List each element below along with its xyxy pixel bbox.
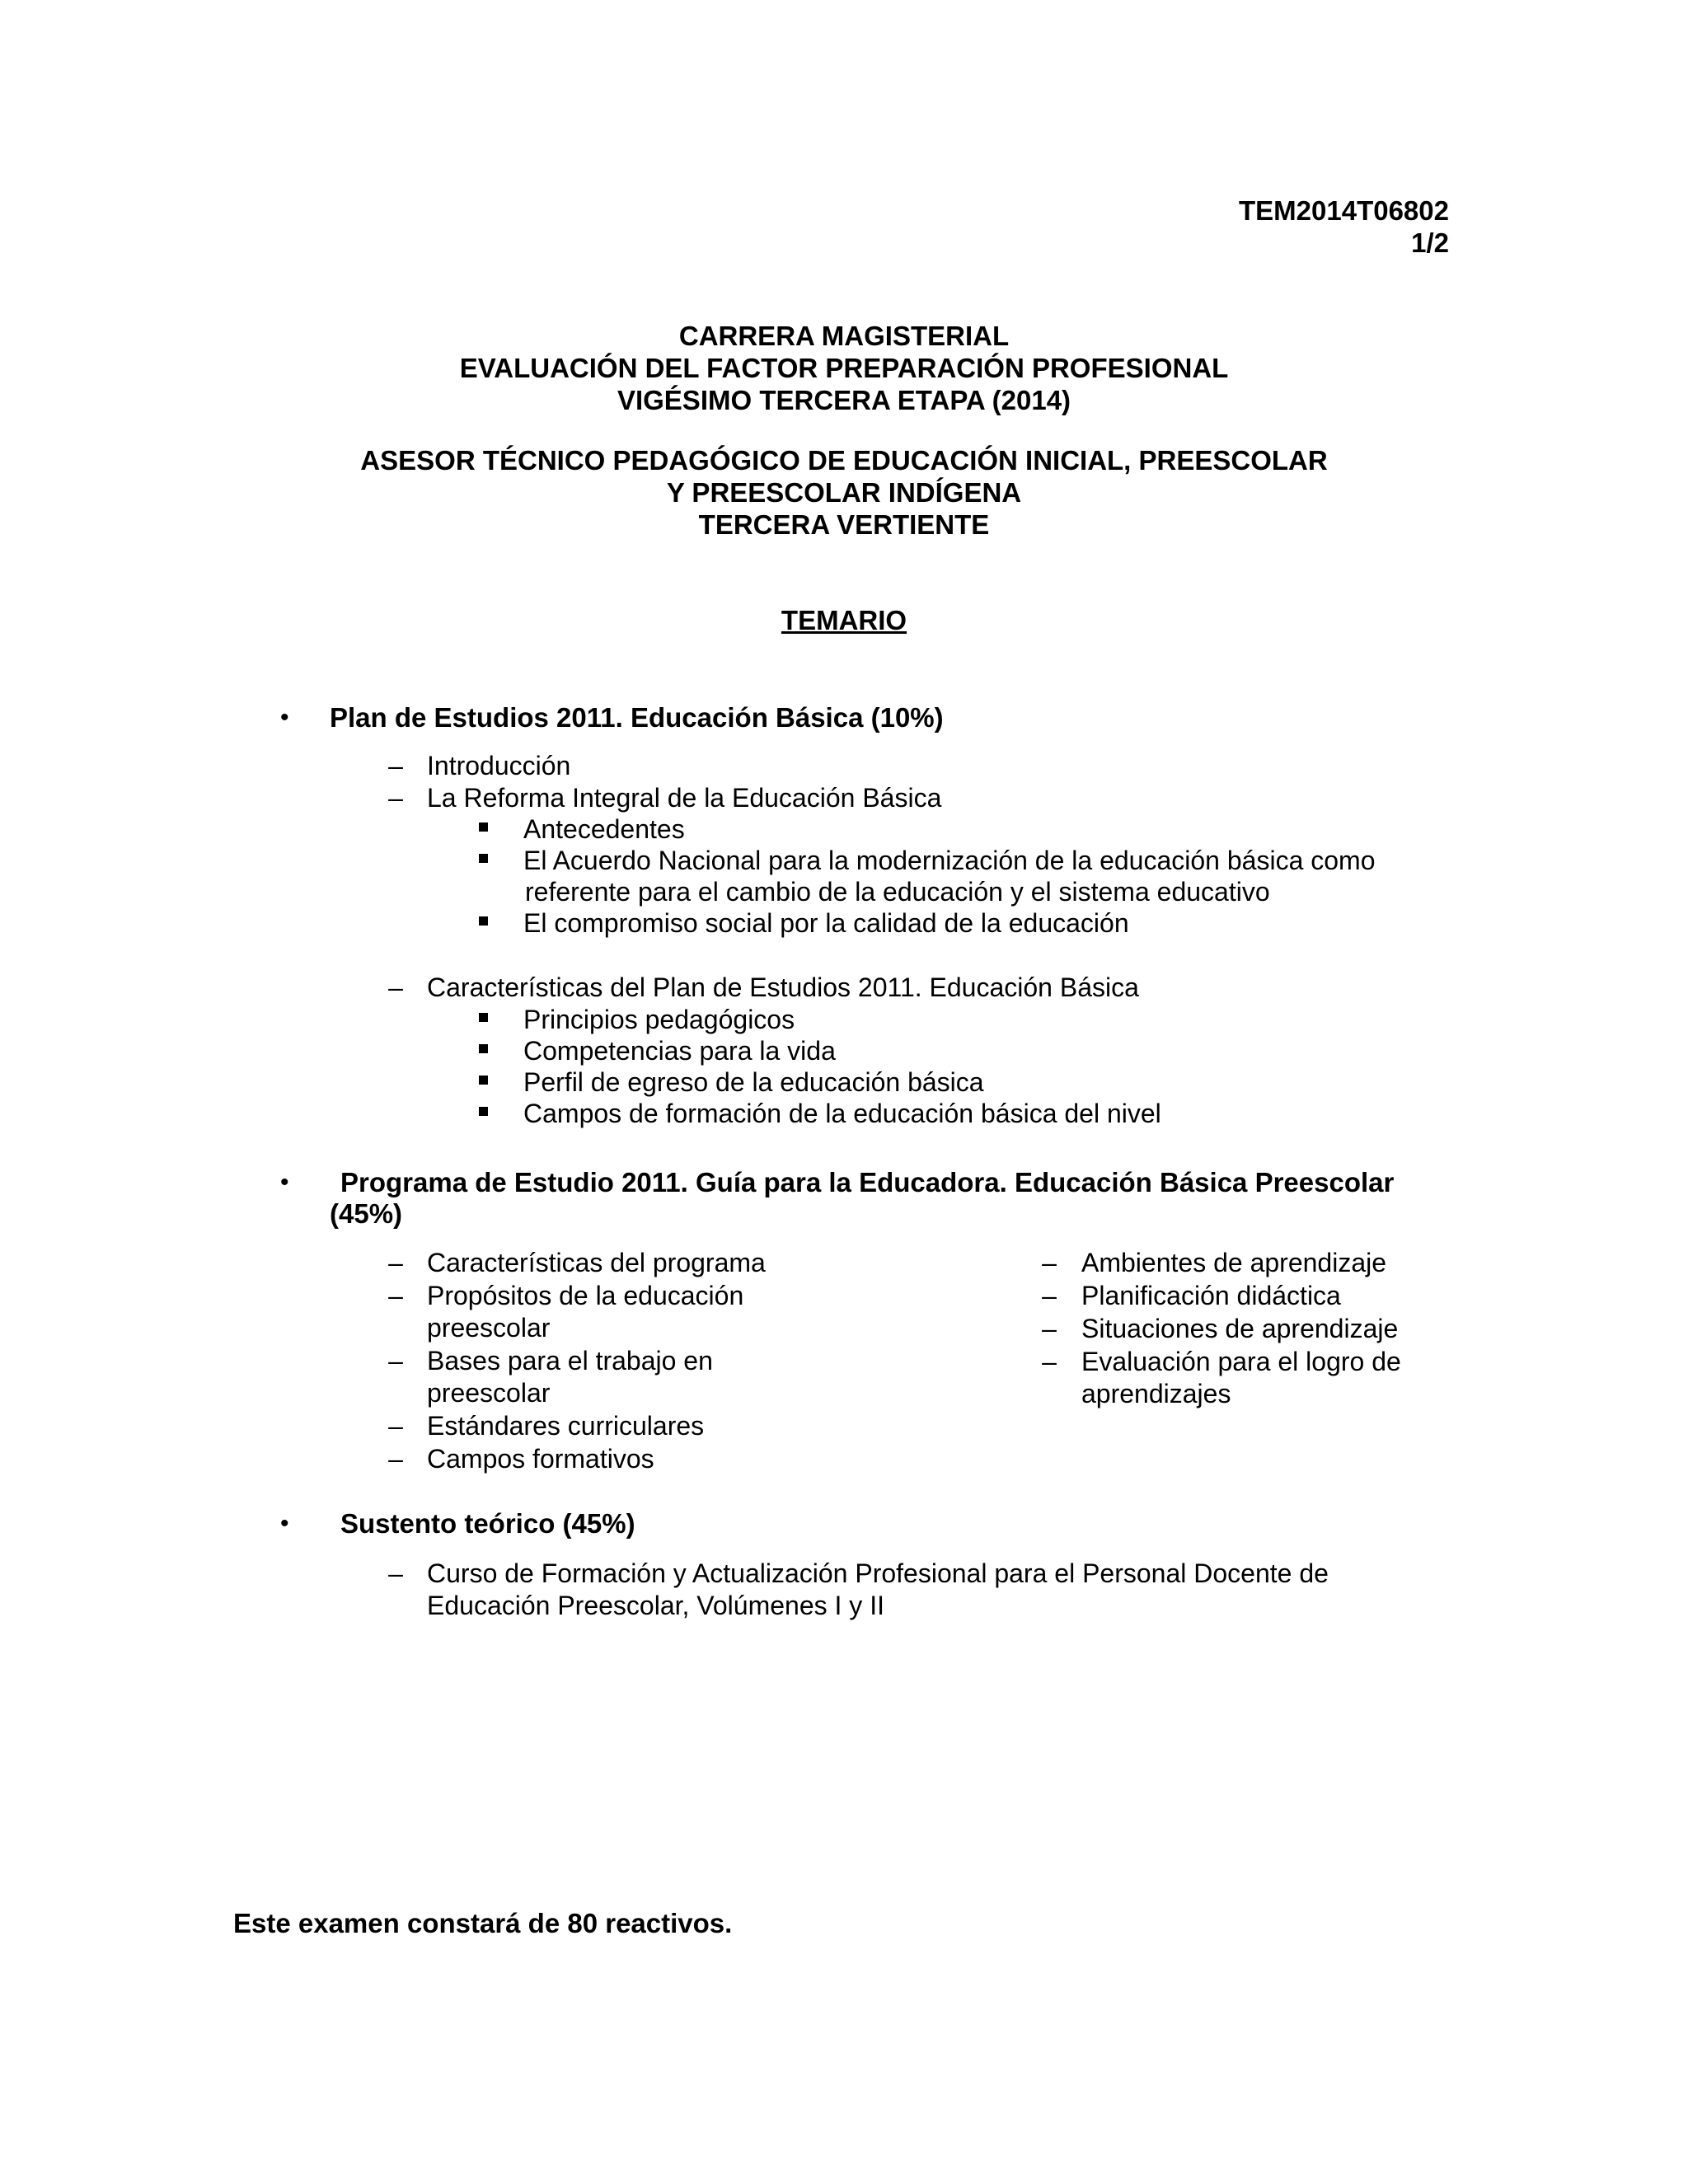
- section1-item3-sub1: Principios pedagógicos: [523, 1005, 795, 1034]
- bullet-icon: •: [280, 704, 289, 731]
- bullet-icon: •: [280, 1510, 289, 1537]
- dash-icon: –: [388, 972, 403, 1002]
- title-block-role: [0, 444, 1688, 541]
- square-bullet-icon: [479, 854, 488, 863]
- section2-left-item4: Estándares curriculares: [427, 1411, 705, 1441]
- section2-left-item3-line1: Bases para el trabajo en: [427, 1346, 713, 1376]
- section1-item3-sub2: Competencias para la vida: [523, 1036, 836, 1066]
- title-line-5: Y PREESCOLAR INDÍGENA: [666, 477, 1022, 508]
- section2-right-item2: Planificación didáctica: [1081, 1281, 1341, 1310]
- section1-item2-sub1: Antecedentes: [523, 814, 685, 844]
- dash-icon: –: [388, 1411, 403, 1441]
- section2-left-item2-line1: Propósitos de la educación: [427, 1281, 744, 1310]
- square-bullet-icon: [479, 1107, 488, 1116]
- title-line-1: CARRERA MAGISTERIAL: [678, 321, 1010, 351]
- exam-note: Este examen constará de 80 reactivos.: [233, 1908, 733, 1938]
- section3-item1-line2: Educación Preescolar, Volúmenes I y II: [427, 1591, 884, 1620]
- section2-left-item5: Campos formativos: [427, 1444, 654, 1474]
- section1-item3-sub4: Campos de formación de la educación básica del nivel: [523, 1099, 1161, 1128]
- dash-icon: –: [388, 1346, 403, 1376]
- title-line-3: VIGÉSIMO TERCERA ETAPA (2014): [617, 385, 1071, 415]
- section2-left-item2-line2: preescolar: [427, 1313, 551, 1343]
- dash-icon: –: [1042, 1314, 1057, 1343]
- dash-icon: –: [1042, 1347, 1057, 1376]
- title-line-2: EVALUACIÓN DEL FACTOR PREPARACIÓN PROFESIONAL: [459, 353, 1229, 383]
- dash-icon: –: [388, 1558, 403, 1588]
- section1-item2-sub2-line1: El Acuerdo Nacional para la modernización de la educación básica como: [523, 846, 1376, 875]
- dash-icon: –: [1042, 1281, 1057, 1310]
- dash-icon: –: [388, 1281, 403, 1310]
- dash-icon: –: [388, 1248, 403, 1277]
- section2-right-item3: Situaciones de aprendizaje: [1081, 1314, 1399, 1343]
- section3-title: Sustento teórico (45%): [340, 1508, 635, 1539]
- title-block-main: [0, 320, 1688, 416]
- section2-left-item1: Características del programa: [427, 1248, 766, 1277]
- temario-heading: TEMARIO: [781, 605, 907, 635]
- page-number: 1/2: [1411, 227, 1449, 258]
- section3-item1-line1: Curso de Formación y Actualización Profesional para el Personal Docente de: [427, 1558, 1329, 1588]
- square-bullet-icon: [479, 823, 488, 832]
- section1-item3: Características del Plan de Estudios 2011. Educación Básica: [427, 972, 1139, 1002]
- square-bullet-icon: [479, 1076, 488, 1085]
- section1-title: Plan de Estudios 2011. Educación Básica (10%): [330, 702, 944, 733]
- section2-right-item4-line1: Evaluación para el logro de: [1081, 1347, 1401, 1376]
- section2-title-line2: (45%): [330, 1198, 403, 1229]
- section1-item1: Introducción: [427, 751, 571, 780]
- dash-icon: –: [388, 783, 403, 813]
- section1-item2-sub3: El compromiso social por la calidad de la educación: [523, 908, 1129, 938]
- square-bullet-icon: [479, 1013, 488, 1022]
- section2-right-item1: Ambientes de aprendizaje: [1081, 1248, 1387, 1277]
- dash-icon: –: [388, 1444, 403, 1474]
- square-bullet-icon: [479, 916, 488, 926]
- section1-item2: La Reforma Integral de la Educación Básica: [427, 783, 942, 813]
- section2-right-item4-line2: aprendizajes: [1081, 1379, 1231, 1408]
- section1-item2-sub2-line2: referente para el cambio de la educación y el sistema educativo: [525, 877, 1270, 907]
- section1-item3-sub3: Perfil de egreso de la educación básica: [523, 1067, 984, 1097]
- bullet-icon: •: [280, 1169, 289, 1196]
- document-code-block: [1239, 194, 1449, 259]
- dash-icon: –: [388, 751, 403, 780]
- dash-icon: –: [1042, 1248, 1057, 1277]
- square-bullet-icon: [479, 1044, 488, 1053]
- section2-left-item3-line2: preescolar: [427, 1378, 551, 1408]
- title-line-4: ASESOR TÉCNICO PEDAGÓGICO DE EDUCACIÓN INICIAL, PREESCOLAR: [360, 445, 1328, 476]
- section2-title-line1: Programa de Estudio 2011. Guía para la Educadora. Educación Básica Preescolar: [340, 1167, 1395, 1197]
- document-code: TEM2014T06802: [1239, 195, 1449, 226]
- title-line-6: TERCERA VERTIENTE: [698, 509, 990, 540]
